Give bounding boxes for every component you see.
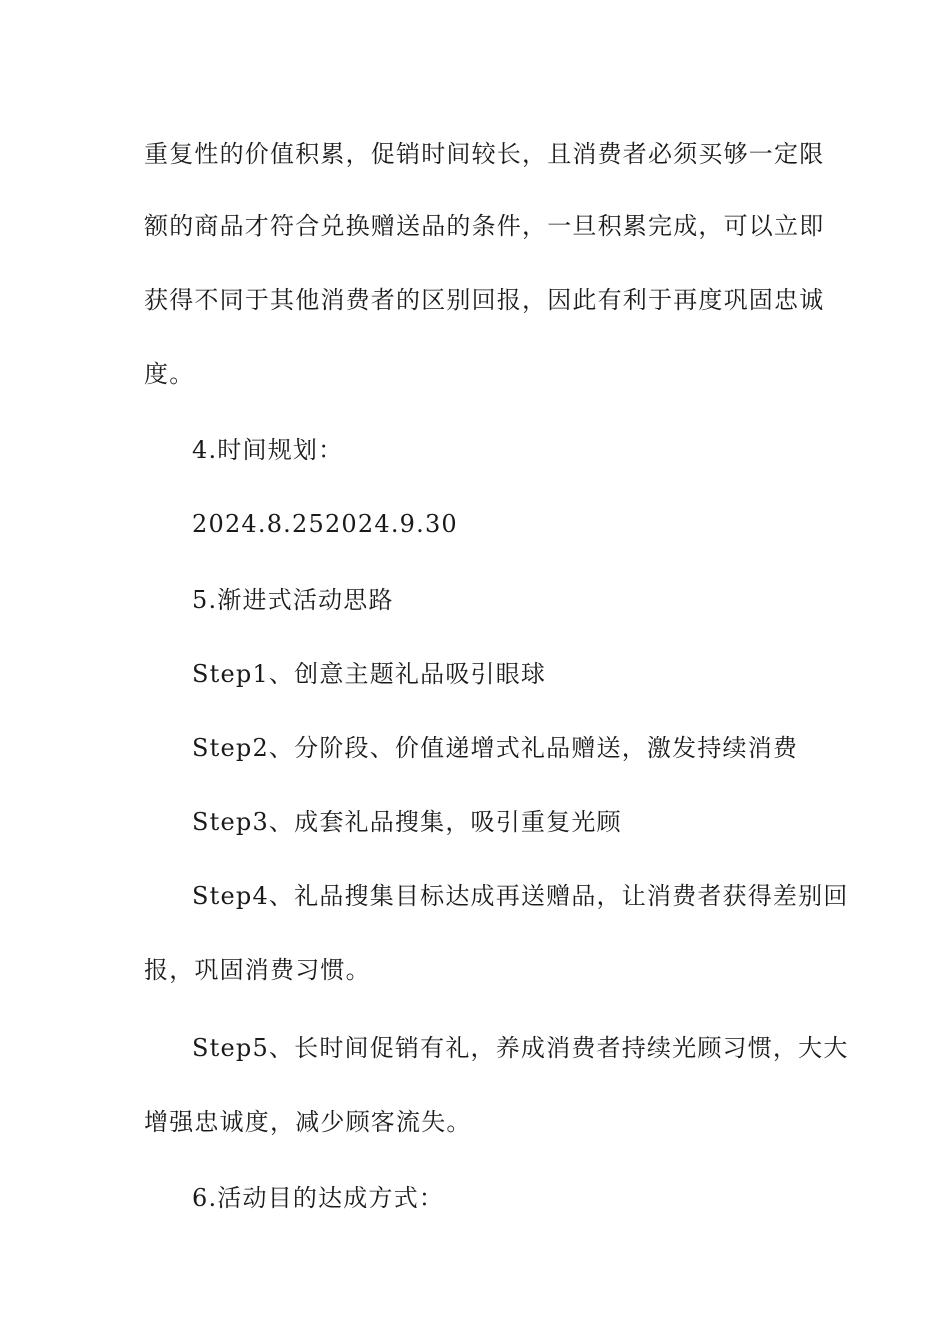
step-item: Step1、创意主题礼品吸引眼球 xyxy=(192,660,547,688)
date-range: 2024.8.252024.9.30 xyxy=(192,510,458,538)
section-heading-time-plan: 4.时间规划： xyxy=(192,436,344,464)
paragraph-line: 重复性的价值积累，促销时间较长，且消费者必须买够一定限 xyxy=(144,140,825,168)
section-heading-goal-methods: 6.活动目的达成方式： xyxy=(192,1184,445,1212)
step-item-continuation: 增强忠诚度，减少顾客流失。 xyxy=(144,1108,472,1136)
paragraph-line: 度。 xyxy=(144,360,195,388)
paragraph-line: 额的商品才符合兑换赠送品的条件，一旦积累完成，可以立即 xyxy=(144,212,825,240)
paragraph-line: 获得不同于其他消费者的区别回报，因此有利于再度巩固忠诚 xyxy=(144,286,825,314)
step-item: Step5、长时间促销有礼，养成消费者持续光顾习惯，大大 xyxy=(192,1034,849,1062)
section-heading-activity-ideas: 5.渐进式活动思路 xyxy=(192,586,394,614)
step-item: Step2、分阶段、价值递增式礼品赠送，激发持续消费 xyxy=(192,734,799,762)
step-item: Step3、成套礼品搜集，吸引重复光顾 xyxy=(192,808,622,836)
step-item-continuation: 报，巩固消费习惯。 xyxy=(144,956,371,984)
step-item: Step4、礼品搜集目标达成再送赠品，让消费者获得差别回 xyxy=(192,882,849,910)
